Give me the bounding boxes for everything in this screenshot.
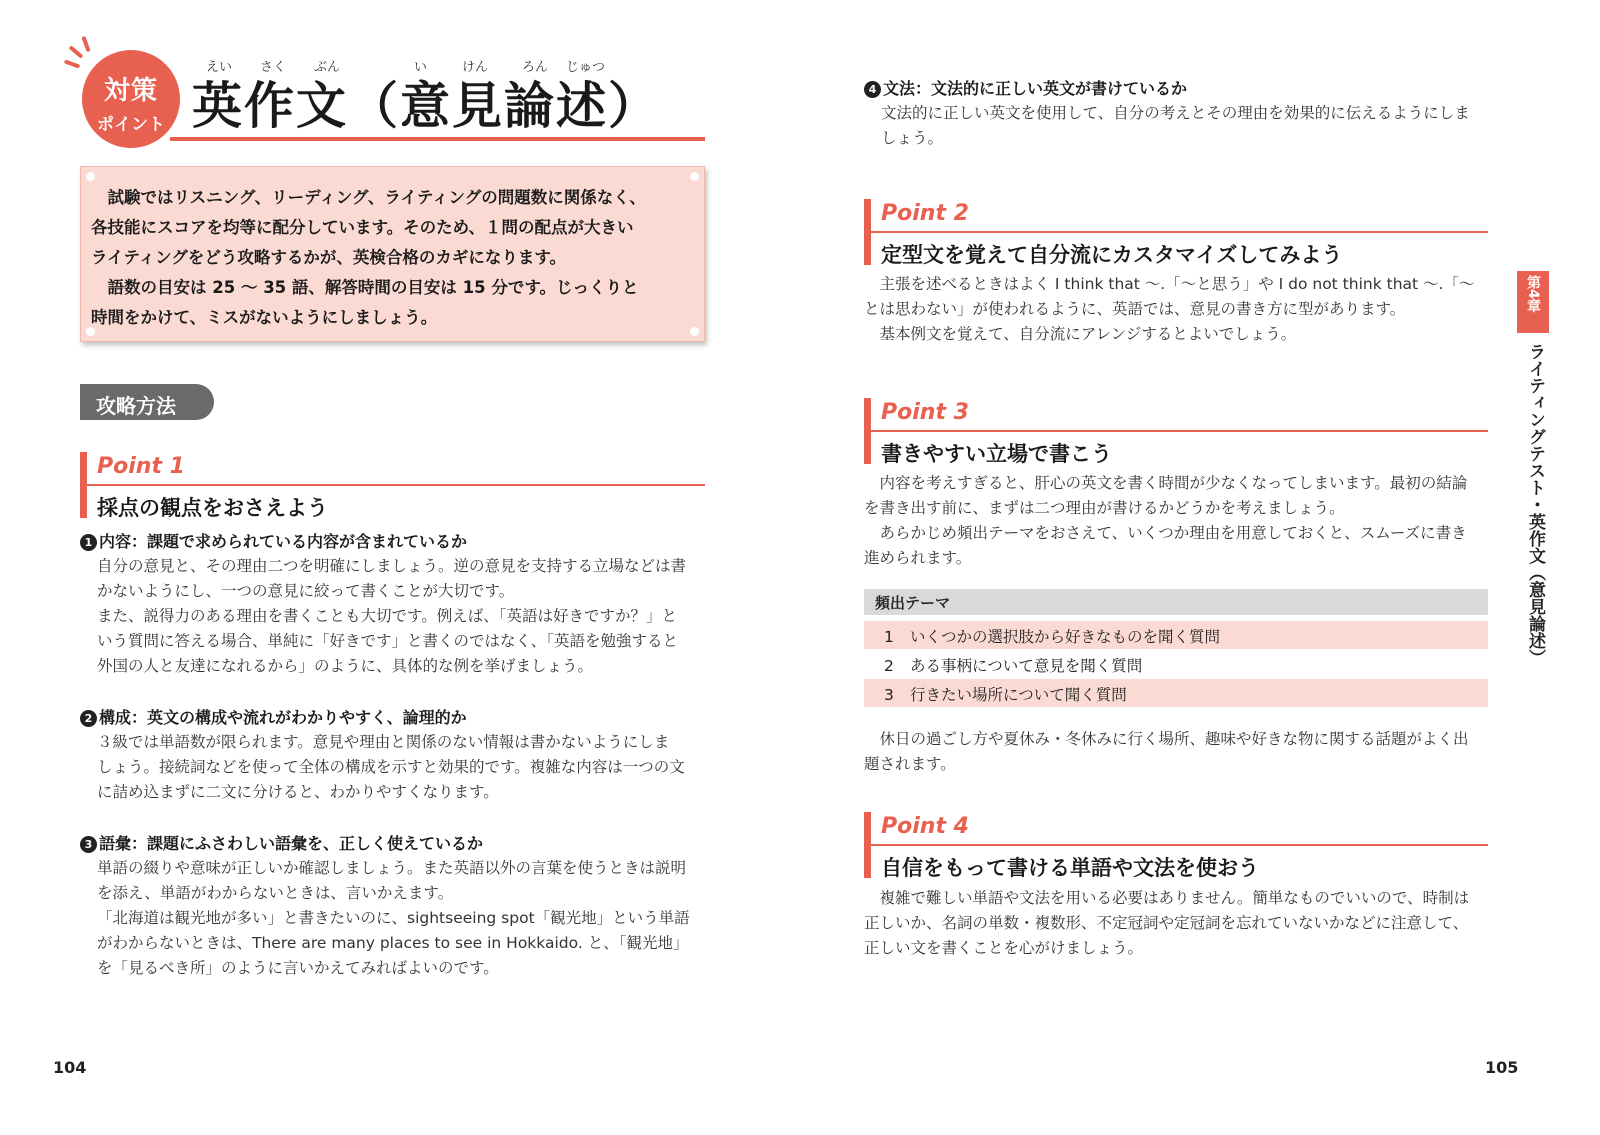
point1-item4 xyxy=(864,76,1494,151)
title-ruby: さく xyxy=(260,60,287,75)
title-ruby: い xyxy=(414,60,428,75)
body-line: 主張を述べるときはよく I think that ～.「～と思う」や I do not think that ～.「～ xyxy=(864,275,1475,293)
number-circle-icon: 3 xyxy=(80,836,97,853)
item-heading: 4 文法：文法的に正しい英文が書けているか xyxy=(864,76,1494,101)
body-line: 進められます。 xyxy=(864,549,972,567)
point-rule xyxy=(864,430,1488,432)
body-line: 基本例文を覚えて、自分流にアレンジするとよいでしょう。 xyxy=(864,325,1297,343)
chapter-tab-label: 第4章 xyxy=(1525,275,1541,313)
body-line: 単語の綴りや意味が正しいか確認しましょう。また英語以外の言葉を使うときは説明 xyxy=(97,859,687,877)
body-line: あらかじめ頻出テーマをおさえて、いくつか理由を用意しておくと、スムーズに書き xyxy=(864,524,1467,542)
point-label: Point 2 xyxy=(881,201,969,226)
number-circle-icon: 4 xyxy=(864,81,881,98)
frequent-theme-row: 2 ある事柄について意見を聞く質問 xyxy=(884,657,1143,675)
title-underline xyxy=(170,137,705,141)
body-line: かないようにし、一つの意見に絞って書くことが大切です。 xyxy=(97,582,515,600)
body-line: を書き出す前に、まずは二つ理由が書けるかどうかを考えましょう。 xyxy=(864,499,1345,517)
page-number-left: 104 xyxy=(53,1058,87,1077)
body-line: しょう。 xyxy=(881,129,944,147)
body-line: 正しい文を書くことを心がけましょう。 xyxy=(864,939,1144,957)
body-line: 自分の意見と、その理由二つを明確にしましょう。逆の意見を支持する立場などは書 xyxy=(97,557,687,575)
title-ruby: えい xyxy=(206,60,233,75)
point-label: Point 1 xyxy=(97,454,185,479)
point4-body xyxy=(864,886,1494,961)
title-ruby: ろん xyxy=(522,60,549,75)
point1-item1 xyxy=(80,529,710,679)
intro-line: 時間をかけて、ミスがないようにしましょう。 xyxy=(91,308,438,327)
badge-line2: ポイント xyxy=(97,115,165,135)
body-line: 文法的に正しい英文を使用して、自分の考えとその理由を効果的に伝えるようにしま xyxy=(881,104,1470,122)
item-heading: 3 語彙：課題にふさわしい語彙を、正しく使えているか xyxy=(80,831,710,856)
point-rule xyxy=(864,231,1488,233)
body-line: 正しいか、名詞の単数・複数形、不定冠詞や定冠詞を忘れていないかなどに注意して、 xyxy=(864,914,1469,932)
body-line: 内容を考えすぎると、肝心の英文を書く時間が少なくなってしまいます。最初の結論 xyxy=(864,474,1468,492)
body-line: を添え、単語がわからないときは、言いかえます。 xyxy=(97,884,454,902)
intro-line: ライティングをどう攻略するかが、英検合格のカギになります。 xyxy=(91,248,567,267)
body-line: 複雑で難しい単語や文法を用いる必要はありません。簡単なものでいいので、時制は xyxy=(864,889,1470,907)
body-line: しょう。接続詞などを使って全体の構成を示すと効果的です。複雑な内容は一つの文 xyxy=(97,758,685,776)
taisaku-point-badge xyxy=(82,50,180,148)
intro-box xyxy=(80,166,705,342)
side-running-title: ライティングテスト・英作文（意見論述） xyxy=(1525,343,1545,666)
body-line: ３級では単語数が限られます。意見や理由と関係のない情報は書かないようにしま xyxy=(97,733,670,751)
corner-dot xyxy=(86,327,95,336)
intro-line: 試験ではリスニング、リーディング、ライティングの問題数に関係なく、 xyxy=(91,188,646,207)
point-label: Point 3 xyxy=(881,400,969,425)
point-title: 採点の観点をおさえよう xyxy=(97,496,328,520)
body-line: 「北海道は観光地が多い」と書きたいのに、sightseeing spot「観光地」という単語 xyxy=(97,909,690,927)
page-number-right: 105 xyxy=(1485,1058,1519,1077)
body-line: 題されます。 xyxy=(864,755,956,773)
freq-note xyxy=(864,727,1494,777)
chapter-tab xyxy=(1517,271,1549,333)
badge-line1: 対策 xyxy=(103,76,158,106)
item-heading: 1 内容：課題で求められている内容が含まれているか xyxy=(80,529,710,554)
number-circle-icon: 1 xyxy=(80,534,97,551)
body-line: に詰め込まずに二文に分けると、わかりやすくなります。 xyxy=(97,783,499,801)
title-ruby: じゅつ xyxy=(566,60,606,75)
body-line: とは思わない」が使われるように、英語では、意見の書き方に型があります。 xyxy=(864,300,1406,318)
point2-body xyxy=(864,272,1494,347)
number-circle-icon: 2 xyxy=(80,710,97,727)
intro-line: 各技能にスコアを均等に配分しています。そのため、１問の配点が大きい xyxy=(91,218,634,237)
point-label: Point 4 xyxy=(881,814,969,839)
corner-dot xyxy=(690,327,699,336)
point-rule xyxy=(864,844,1488,846)
body-line: いう質問に答える場合、単純に「好きです」と書くのではなく、「英語を勉強すると xyxy=(97,632,678,650)
body-line: がわからないときは、There are many places to see in Hokkaido. と、「観光地」 xyxy=(97,934,689,952)
body-line: 外国の人と友達になれるから」のように、具体的な例を挙げましょう。 xyxy=(97,657,594,675)
section-tab-strategy: 攻略方法 xyxy=(80,384,214,420)
item-heading: 2 構成：英文の構成や流れがわかりやすく、論理的か xyxy=(80,705,710,730)
frequent-themes-header: 頻出テーマ xyxy=(864,589,1488,615)
corner-dot xyxy=(690,172,699,181)
title-ruby: けん xyxy=(462,60,489,75)
intro-line: 語数の目安は 25 ～ 35 語、解答時間の目安は 15 分です。じっくりと xyxy=(91,278,639,297)
point-rule xyxy=(80,484,705,486)
page-title: 英作文（意見論述） xyxy=(192,76,660,135)
point3-body xyxy=(864,471,1494,571)
body-line: を「見るべき所」のように言いかえてみればよいのです。 xyxy=(97,959,499,977)
point-title: 自信をもって書ける単語や文法を使おう xyxy=(881,856,1259,880)
point1-item3 xyxy=(80,831,710,981)
title-ruby: ぶん xyxy=(314,60,341,75)
corner-dot xyxy=(86,172,95,181)
body-line: また、説得力のある理由を書くことも大切です。例えば、「英語は好きですか？」と xyxy=(97,607,678,625)
frequent-theme-row: 3 行きたい場所について聞く質問 xyxy=(864,679,1488,707)
point-title: 定型文を覚えて自分流にカスタマイズしてみよう xyxy=(881,243,1343,267)
point-title: 書きやすい立場で書こう xyxy=(881,442,1112,466)
frequent-theme-row: 1 いくつかの選択肢から好きなものを聞く質問 xyxy=(864,621,1488,649)
sparkle-icon xyxy=(64,40,94,70)
point1-item2 xyxy=(80,705,710,805)
body-line: 休日の過ごし方や夏休み・冬休みに行く場所、趣味や好きな物に関する話題がよく出 xyxy=(864,730,1469,748)
